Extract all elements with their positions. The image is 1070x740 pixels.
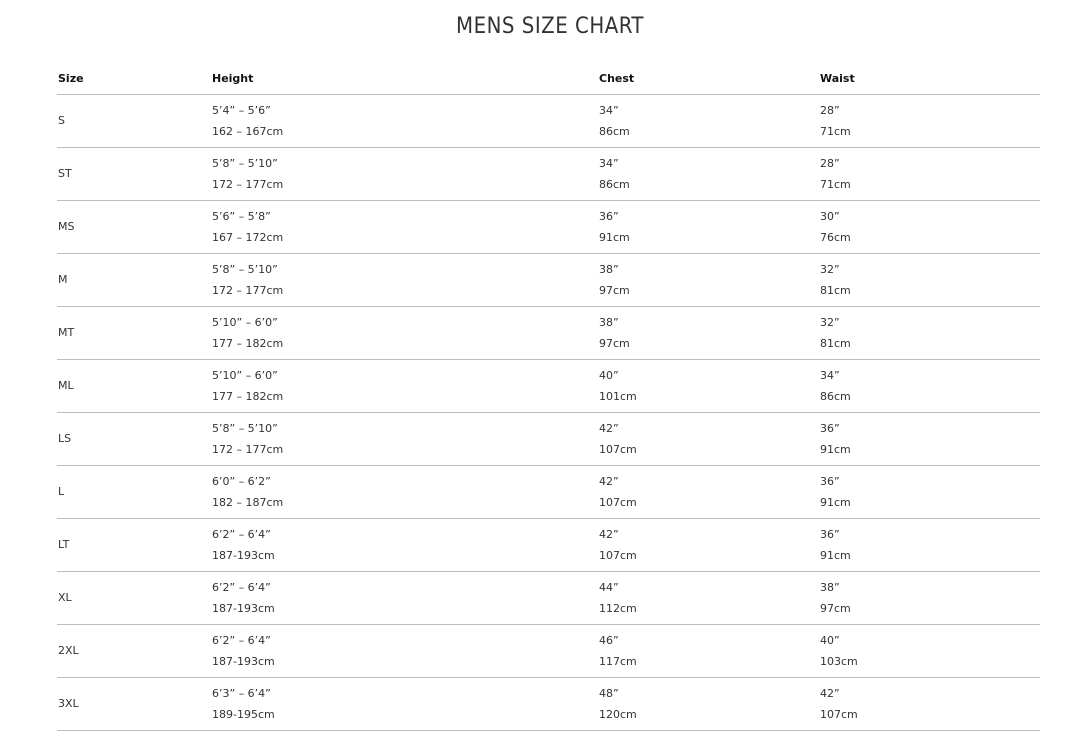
height-cm: 177 – 182cm [212, 390, 284, 403]
waist-inches: 32” [820, 263, 840, 276]
chest-cm: 107cm [599, 443, 637, 456]
size-cell: LS [58, 432, 72, 445]
size-cell: ML [58, 379, 74, 392]
waist-cm: 103cm [820, 655, 858, 668]
size-cell: LT [58, 538, 70, 551]
chest-cm: 107cm [599, 549, 637, 562]
header-height: Height [212, 72, 254, 85]
waist-inches: 36” [820, 528, 840, 541]
height-inches: 6’2” – 6’4” [212, 634, 271, 647]
chest-cm: 91cm [599, 231, 630, 244]
chest-inches: 40” [599, 369, 619, 382]
height-inches: 6’2” – 6’4” [212, 528, 271, 541]
chest-inches: 48” [599, 687, 619, 700]
height-cm: 189-195cm [212, 708, 275, 721]
height-cm: 187-193cm [212, 602, 275, 615]
chest-inches: 44” [599, 581, 619, 594]
chest-cm: 97cm [599, 337, 630, 350]
chest-inches: 46” [599, 634, 619, 647]
size-cell: 3XL [58, 697, 79, 710]
height-cm: 182 – 187cm [212, 496, 284, 509]
height-inches: 5’8” – 5’10” [212, 422, 278, 435]
size-cell: L [58, 485, 65, 498]
size-cell: S [58, 114, 65, 127]
chest-inches: 38” [599, 316, 619, 329]
size-cell: MS [58, 220, 75, 233]
size-cell: 2XL [58, 644, 79, 657]
chest-cm: 97cm [599, 284, 630, 297]
height-inches: 5’8” – 5’10” [212, 263, 278, 276]
table-row [57, 307, 1040, 360]
chest-inches: 36” [599, 210, 619, 223]
table-row [57, 413, 1040, 466]
waist-inches: 30” [820, 210, 840, 223]
size-cell: MT [58, 326, 75, 339]
table-row [57, 466, 1040, 519]
chest-cm: 86cm [599, 125, 630, 138]
waist-cm: 91cm [820, 496, 851, 509]
waist-inches: 28” [820, 104, 840, 117]
waist-cm: 71cm [820, 125, 851, 138]
table-row [57, 201, 1040, 254]
height-cm: 187-193cm [212, 549, 275, 562]
chest-cm: 101cm [599, 390, 637, 403]
height-cm: 172 – 177cm [212, 284, 284, 297]
height-inches: 6’3” – 6’4” [212, 687, 271, 700]
chest-inches: 42” [599, 475, 619, 488]
size-cell: M [58, 273, 68, 286]
height-inches: 5’8” – 5’10” [212, 157, 278, 170]
waist-inches: 42” [820, 687, 840, 700]
table-header-row [57, 62, 1040, 95]
waist-inches: 28” [820, 157, 840, 170]
size-cell: XL [58, 591, 72, 604]
chest-cm: 117cm [599, 655, 637, 668]
waist-inches: 36” [820, 475, 840, 488]
height-cm: 162 – 167cm [212, 125, 284, 138]
waist-inches: 34” [820, 369, 840, 382]
chest-inches: 42” [599, 528, 619, 541]
table-row [57, 254, 1040, 307]
header-chest: Chest [599, 72, 635, 85]
table-row [57, 360, 1040, 413]
height-inches: 5’10” – 6’0” [212, 369, 278, 382]
waist-inches: 32” [820, 316, 840, 329]
height-cm: 187-193cm [212, 655, 275, 668]
waist-inches: 38” [820, 581, 840, 594]
table-row [57, 95, 1040, 148]
height-inches: 5’6” – 5’8” [212, 210, 271, 223]
table-row [57, 519, 1040, 572]
waist-cm: 91cm [820, 549, 851, 562]
waist-cm: 86cm [820, 390, 851, 403]
page-title: MENS SIZE CHART [456, 14, 644, 39]
height-cm: 177 – 182cm [212, 337, 284, 350]
chest-cm: 112cm [599, 602, 637, 615]
waist-cm: 81cm [820, 284, 851, 297]
height-inches: 6’2” – 6’4” [212, 581, 271, 594]
waist-cm: 76cm [820, 231, 851, 244]
chest-cm: 120cm [599, 708, 637, 721]
height-cm: 172 – 177cm [212, 443, 284, 456]
header-size: Size [58, 72, 84, 85]
waist-inches: 36” [820, 422, 840, 435]
header-waist: Waist [820, 72, 855, 85]
height-inches: 6’0” – 6’2” [212, 475, 271, 488]
waist-inches: 40” [820, 634, 840, 647]
table-row [57, 572, 1040, 625]
size-cell: ST [58, 167, 72, 180]
chest-inches: 34” [599, 157, 619, 170]
waist-cm: 91cm [820, 443, 851, 456]
height-cm: 172 – 177cm [212, 178, 284, 191]
height-inches: 5’10” – 6’0” [212, 316, 278, 329]
waist-cm: 107cm [820, 708, 858, 721]
height-inches: 5’4” – 5’6” [212, 104, 271, 117]
table-row [57, 625, 1040, 678]
waist-cm: 81cm [820, 337, 851, 350]
chest-cm: 107cm [599, 496, 637, 509]
table-body [57, 95, 1040, 731]
waist-cm: 97cm [820, 602, 851, 615]
waist-cm: 71cm [820, 178, 851, 191]
chest-inches: 42” [599, 422, 619, 435]
table-row [57, 148, 1040, 201]
chest-inches: 34” [599, 104, 619, 117]
table-row [57, 678, 1040, 731]
height-cm: 167 – 172cm [212, 231, 284, 244]
chest-inches: 38” [599, 263, 619, 276]
size-chart-table [57, 62, 1040, 731]
chest-cm: 86cm [599, 178, 630, 191]
